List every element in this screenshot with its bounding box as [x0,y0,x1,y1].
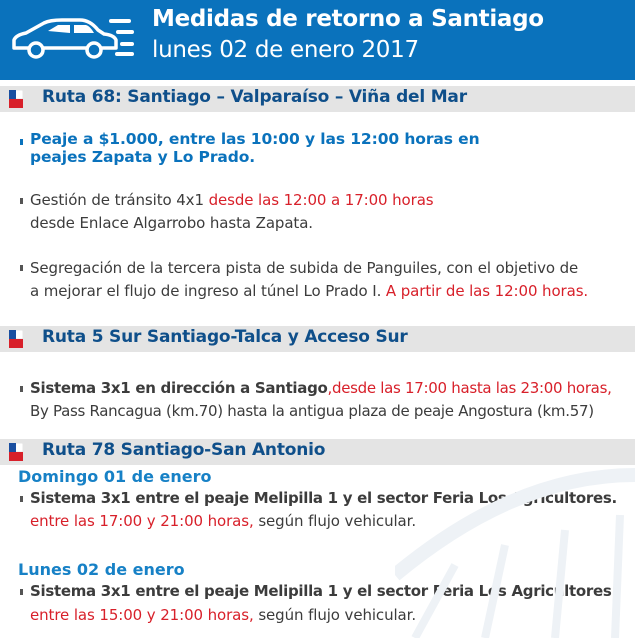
text: Gestión de tránsito 4x1 [30,191,209,209]
ruta78-day2-line1: Sistema 3x1 entre el peaje Melipilla 1 y el sector Feria Los Agricultores. [30,582,617,600]
road-arches-graphic [395,455,635,638]
text: Sistema 3x1 en dirección a Santiago [30,379,328,397]
text: a mejorar el flujo de ingreso al túnel Lo Prado I. [30,282,386,300]
section-title: Ruta 68: Santiago – Valparaíso – Viña del Mar [42,87,467,107]
ruta68-item1-line2: peajes Zapata y Lo Prado. [30,148,256,166]
header-banner [0,0,635,80]
day-heading: Lunes 02 de enero [18,560,185,579]
time-range: entre las 17:00 y 21:00 horas, [30,512,254,530]
time-range: ,desde las 17:00 hasta las 23:00 horas, [327,379,612,397]
bullet [20,265,23,271]
time-range: entre las 15:00 y 21:00 horas, [30,606,254,624]
page-title: Medidas de retorno a Santiago [152,6,544,32]
ruta78-day1-line1: Sistema 3x1 entre el peaje Melipilla 1 y el sector Feria Los Agricultores. [30,489,617,507]
bullet [20,386,23,392]
ruta5-item1-line2: By Pass Rancagua (km.70) hasta la antigua plaza de peaje Angostura (km.57) [30,402,594,420]
chile-flag-icon [9,443,23,461]
text: según flujo vehicular. [253,606,416,624]
text: según flujo vehicular. [253,512,416,530]
chile-flag-icon [9,330,23,348]
section-title: Ruta 5 Sur Santiago-Talca y Acceso Sur [42,327,408,347]
ruta78-day2-line2 [30,606,416,624]
bullet [20,198,23,204]
ruta78-day1-line2 [30,512,416,530]
time-range: desde las 12:00 a 17:00 horas [208,191,434,209]
time-range: A partir de las 12:00 horas. [385,282,589,300]
section-title: Ruta 78 Santiago-San Antonio [42,440,326,460]
chile-flag-icon [9,90,23,108]
ruta68-item3-line2 [30,282,588,300]
ruta68-item3-line1: Segregación de la tercera pista de subida de Panguiles, con el objetivo de [30,259,579,277]
bullet [20,589,23,595]
bullet [20,496,23,502]
section-bar-ruta5 [0,326,635,352]
day-heading: Domingo 01 de enero [18,467,212,486]
section-bar-ruta68 [0,86,635,112]
car-icon [6,14,136,64]
ruta68-item2-line2: desde Enlace Algarrobo hasta Zapata. [30,214,313,232]
ruta68-item2-line1 [30,191,434,209]
ruta5-item1-line1 [30,379,612,397]
ruta68-item1-line1: Peaje a $1.000, entre las 10:00 y las 12:00 horas en [30,130,480,148]
bullet [20,139,23,145]
page-date: lunes 02 de enero 2017 [152,37,419,63]
